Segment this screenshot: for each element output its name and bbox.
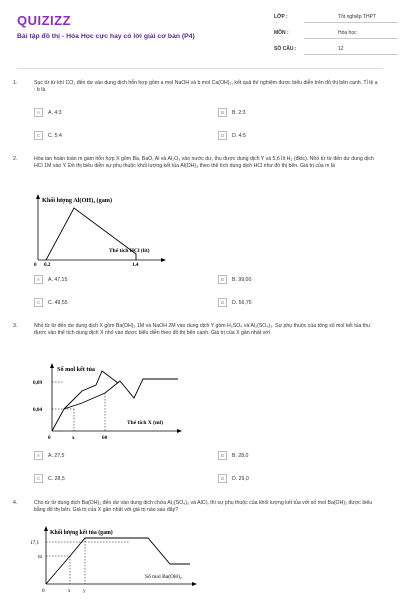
meta-value: 12 [338,46,344,52]
option-label: B. 28,0 [232,452,249,459]
option-letter: D [218,474,227,483]
quizizz-logo: QUIZIZZ [17,13,72,28]
option-label: D. 4:5 [232,132,246,139]
option-label: A. 27,5 [48,452,65,459]
option-letter: D [218,298,227,307]
option-label: D. 29,0 [232,475,249,482]
y-tick: 0,04 [33,407,43,413]
meta-key: LỚP : [274,14,288,20]
x-tick: x [68,588,71,594]
x-tick: x [72,435,75,441]
option-letter: B [218,451,227,460]
option-b[interactable] [218,108,246,117]
question-number: 1. [13,80,18,86]
option-letter: C [34,474,43,483]
question-text: Sục từ từ khí CO₂ đến dư vào dung dịch hỗn hợp gồm a mol NaOH và b mol Ca(OH)₂, kết quả thí nghiệm được biểu diễn trên đồ thị bên cạnh. Tỉ lệ a : b là [34,80,378,94]
x-tick: 0,2 [44,262,51,266]
y-tick: m [38,554,43,560]
option-label: A. 47,15 [48,276,68,283]
option-letter: B [218,275,227,284]
option-d[interactable] [218,298,252,307]
question-number: 2. [13,156,18,162]
option-d[interactable] [218,474,249,483]
x-tick: 0 [34,262,37,266]
meta-key: SỐ CÂU : [274,46,297,52]
option-label: C. 49,55 [48,299,68,306]
graph-q3 [30,363,190,443]
x-tick: 1,4 [132,262,139,266]
option-label: A. 4:3 [48,109,62,116]
graph-q4 [30,526,200,600]
y-tick: 0,09 [33,380,43,386]
option-a[interactable] [34,275,67,284]
option-letter: C [34,131,43,140]
option-label: C. 5:4 [48,132,62,139]
option-label: D. 56,75 [232,299,252,306]
x-axis-label: Thể tích HCl (lít) [109,248,150,254]
y-axis-label: Số mol kết tủa [57,366,95,373]
question-text: Cho từ từ dung dịch Ba(OH)₂ đến dư vào dung dịch chứa Al₂(SO₄)₃ và AlCl₃ thì sự phụ thuộc của khối lượng kết tủa với số mol Ba(OH)₂ được biểu bằng đồ thị bên. Giá trị của X gần nhất với giá trị nào sau đây? [34,500,373,514]
option-letter: B [218,108,227,117]
question-number: 4. [13,500,18,506]
meta-value: Tốt nghiệp THPT [338,14,376,20]
document-title: Bài tập đồ thị - Hóa Học cực hay có lời giải cơ bản (P4) [17,33,195,40]
option-a[interactable] [34,451,64,460]
y-axis-label: Khối lượng kết tủa (gam) [50,530,113,536]
option-letter: A [34,275,43,284]
option-d[interactable] [218,131,246,140]
option-label: C. 28,5 [48,475,65,482]
x-tick: 60 [102,435,108,441]
header-divider [17,68,383,69]
option-c[interactable] [34,474,65,483]
meta-value: Hóa học [338,30,357,36]
option-letter: D [218,131,227,140]
option-label: B. 2:3 [232,109,246,116]
option-letter: C [34,298,43,307]
question-text: Nhỏ từ từ đến dư dung dịch X gồm Ba(OH)₂ 1M và NaOH 2M vào dung dịch Y gồm H₂SO₄ và Al₂(SO₄)₃. Sự phụ thuộc của tổng số mol kết tủa thu được vào thể tích dung dịch X nhỏ vào được biểu diễn theo đồ thị bên cạnh. Giá trị của X gần nhất với [34,323,371,337]
x-tick: y [83,588,86,594]
x-tick: 0 [48,435,51,441]
option-b[interactable] [218,451,248,460]
option-label: B. 99,00 [232,276,252,283]
question-number: 3. [13,323,18,329]
meta-key: MÔN : [274,30,289,36]
x-axis-label: Thể tích X (ml) [127,420,163,426]
option-c[interactable] [34,298,68,307]
option-b[interactable] [218,275,251,284]
question-text: Hòa tan hoàn toàn m gam hỗn hợp X gồm Ba, BaO, Al và Al₂O₃ vào nước dư, thu được dung dịch Y và 5,6 lít H₂ (đktc). Nhỏ từ từ đến dư dung dịch HCl 1M vào Y. Đồ thị biểu diễn sự phụ thuộc khối lượng kết tủa Al(OH)₃ theo thể tích dung dịch HCl như đồ thị bên. Giá trị của m là [34,156,374,170]
y-tick: 17,1 [30,540,40,546]
header [0,0,400,68]
y-axis-label: Khối lượng Al(OH)₃ (gam) [42,197,113,204]
graph-q2 [26,194,166,266]
option-c[interactable] [34,131,62,140]
x-tick: 0 [42,588,45,594]
option-letter: A [34,451,43,460]
option-letter: A [34,108,43,117]
option-a[interactable] [34,108,62,117]
x-axis-label: Số mol Ba(OH)₂ [145,574,182,580]
